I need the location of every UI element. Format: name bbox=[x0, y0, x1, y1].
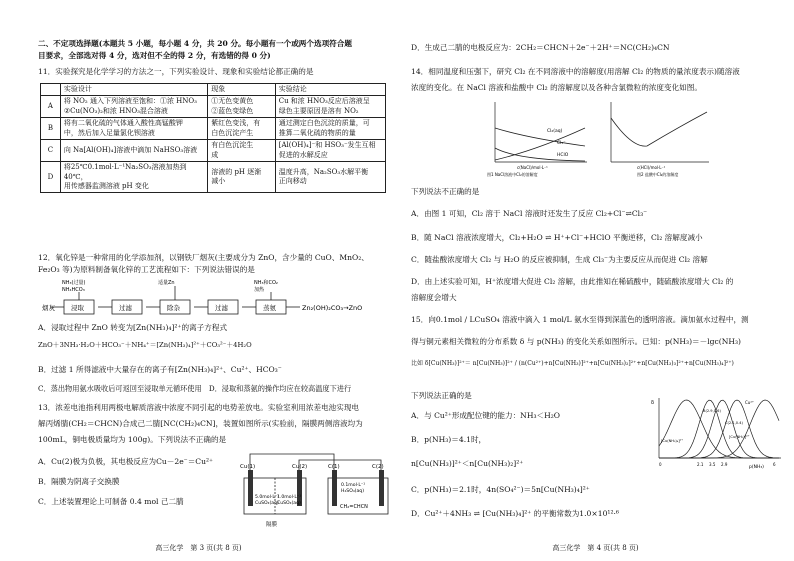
sol1-label: 5.0mol·L⁻¹ CuSO₄(aq) bbox=[255, 495, 280, 506]
q14-ask: 下列说法不正确的是 bbox=[411, 187, 480, 196]
q13-option-b: B．隔膜为阴离子交换膜 bbox=[38, 477, 120, 486]
fig2-curve bbox=[611, 112, 707, 146]
table-cell: C bbox=[41, 140, 61, 162]
q14-stem-line-1: 14．相同温度和压强下，研究 Cl₂ 在不同溶液中的溶解度(用溶解 Cl₂ 的物质的量浓度表示)随溶液 bbox=[411, 67, 740, 76]
wire-2 bbox=[299, 460, 381, 470]
q15-option-b: B．p(NH₃)＝4.1时， bbox=[411, 435, 487, 444]
q13-stem-line-3: 100mL，铜电极质量均为 100g)。下列说法不正确的是 bbox=[38, 435, 227, 444]
q12-option-b: B．过滤 1 所得滤液中大量存在的离子有[Zn(NH₃)₄]²⁺、Cu²⁺、HCO₃⁻ bbox=[38, 365, 282, 374]
flow-reagent-label: NH₃(过量) bbox=[62, 280, 86, 286]
flow-reagent-label: 加热 bbox=[254, 287, 265, 293]
table-row bbox=[41, 162, 386, 193]
fig1-xlabel: c(NaCl)/mol·L⁻¹ bbox=[517, 165, 548, 170]
fig3-annotation-b: B(2.9,0.6) bbox=[703, 409, 721, 413]
q13-stem-line-1: 13．浓差电池指利用两极电解质溶液中浓度不同引起的电势差放电。实验室利用浓差电池实现电 bbox=[38, 403, 360, 412]
c1-electrode bbox=[332, 470, 337, 506]
q15-option-b-ratio: n[Cu(NH₃)]²⁺＜n[Cu(NH₃)₂]²⁺ bbox=[411, 459, 524, 468]
q12-option-a: A．浸取过程中 ZnO 转变为[Zn(NH₃)₄]²⁺的离子方程式 bbox=[38, 323, 228, 332]
q13-option-c: C．上述装置理论上可制备 0.4 mol 己二腈 bbox=[38, 497, 184, 506]
flow-end: Zn₂(OH)₂CO₃→ZnO bbox=[302, 304, 363, 312]
q11-stem: 11．实验探究是化学学习的方法之一，下列实验设计、现象和实验结论都正确的是 bbox=[38, 67, 314, 76]
fig1-plot bbox=[487, 102, 587, 177]
q14-option-b: B．随 NaCl 溶液浓度增大，Cl₂+H₂O ⇌ H⁺+Cl⁻+HClO 平衡逆移，Cl₂ 溶解度减小 bbox=[411, 233, 703, 242]
section-header-line-2: 目要求，全部选对得 4 分，选对但不全的得 2 分，有选错的得 0 分) bbox=[38, 51, 271, 60]
cu1-label: Cu(1) bbox=[240, 464, 256, 470]
q15-distribution-chart bbox=[645, 394, 785, 472]
membrane-label: 隔膜 bbox=[266, 522, 278, 528]
q12-process-flow bbox=[40, 278, 390, 320]
table-cell: B bbox=[41, 118, 61, 140]
q15-stem-line-2: 得与铜元素相关微粒的分布系数 δ 与 p(NH₃) 的变化关系如图所示。已知：p(NH₃)＝－lgc(NH₃) bbox=[411, 337, 742, 346]
h2so4-label: 0.1mol·L⁻¹ H₂SO₄(aq) bbox=[341, 483, 366, 494]
table-cell: D bbox=[41, 162, 61, 193]
q12-option-a-equation: ZnO＋3NH₃·H₂O＋HCO₃⁻＋NH₄⁺＝[Zn(NH₃)₄]²⁺＋CO₃²⁻＋4H₂O bbox=[38, 341, 252, 349]
flow-box-label: 蒸氨 bbox=[263, 304, 276, 312]
section-header-line-1: 二、不定项选择题(本题共 5 小题，每小题 4 分，共 20 分。每小题有一个或两个选项符合题 bbox=[38, 39, 352, 48]
flow-box-label: 浸取 bbox=[71, 304, 84, 312]
fig3-annotation-c: C(2.1,0.4) bbox=[725, 421, 743, 425]
fig3-annotation-cu: Cu²⁺ bbox=[745, 400, 755, 405]
fig3-ticks-text: 0 2.1 3.5 2.9 6 bbox=[659, 462, 776, 467]
flow-box-label: 过滤 bbox=[215, 304, 228, 312]
q15-stem-line-1: 15．向0.1mol / LCuSO₄ 溶液中滴入 1 mol/L 氨水至得到深蓝色的透明溶液。滴加氨水过程中，测 bbox=[411, 315, 749, 324]
table-header-cell: 实验结论 bbox=[275, 84, 385, 96]
fig1-label-cl3: Cl₃⁻ bbox=[557, 141, 566, 146]
q15-option-d: D．Cu²⁺＋4NH₃ ⇌ [Cu(NH₃)₄]²⁺ 的平衡常数为1.0×10¹²·⁶ bbox=[411, 509, 619, 518]
cu2-label: Cu(2) bbox=[292, 464, 308, 470]
sol2-label: 1.0mol·L⁻¹ CuSO₄(aq) bbox=[277, 495, 302, 506]
table-cell: 将有二氧化硫的气体通入酸性高锰酸钾 中，然后加入足量氯化钡溶液 bbox=[60, 118, 207, 140]
fig2-plot bbox=[611, 102, 709, 177]
flow-reagent-label: 适量Zn bbox=[158, 280, 175, 286]
q13-option-a: A．Cu(2)极为负极，其电极反应为Cu－2e⁻＝Cu²⁺ bbox=[38, 457, 214, 466]
table-cell: 将25℃0.1mol·L⁻¹Na₂SO₃溶液加热到40℃， 用传感器监测溶液 pH 变化 bbox=[60, 162, 207, 193]
c1-label: C(1) bbox=[328, 464, 340, 470]
table-cell: 将 NO₂ 通入下列溶液至饱和：①浓 HNO₃ ②Cu(NO₃)₂和浓 HNO₃混合溶液 bbox=[60, 96, 207, 118]
fig1-label-cl2: Cl₂(aq) bbox=[547, 129, 563, 134]
table-header-cell bbox=[41, 84, 61, 96]
table-cell: [Al(OH)₄]⁻和 HSO₃⁻发生互相 促进的水解反应 bbox=[275, 140, 385, 162]
table-cell: 有白色沉淀生 成 bbox=[208, 140, 276, 162]
fig3-annotation-cu1: [Cu(NH₃)]²⁺ bbox=[729, 435, 750, 439]
q15-stem-line-3: 比如 δ[Cu(NH₃)]²⁺＝ n[Cu(NH₃)]²⁺ / (n(Cu²⁺)+n[Cu(NH₃)]²⁺+n[Cu(NH₃)₂]²⁺+n[Cu(NH₃)₃]²⁺+n[Cu(NH₃)₄]²⁺) bbox=[411, 360, 734, 367]
table-row bbox=[41, 140, 386, 162]
q14-stem-line-2: 浓度的变化。在 NaCl 溶液和盐酸中 Cl₂ 的溶解度以及各种含氯微粒的浓度变化如图。 bbox=[411, 83, 702, 92]
q14-option-c: C．随盐酸浓度增大 Cl₂ 与 H₂O 的反应被抑制，生成 Cl₃⁻为主要反应从而促进 Cl₂ 溶解 bbox=[411, 255, 708, 264]
fig3-annotation-cu4: [Cu(NH₃)₄]²⁺ bbox=[661, 439, 684, 443]
flow-start: 烟灰 bbox=[42, 304, 55, 312]
table-cell: 紫红色变浅，有 白色沉淀产生 bbox=[208, 118, 276, 140]
fig1-hclo-curve bbox=[495, 148, 585, 161]
right-page bbox=[397, 0, 794, 561]
table-cell: 温度升高，Na₂SO₃水解平衡 正向移动 bbox=[275, 162, 385, 193]
q15-ask: 下列说法正确的是 bbox=[411, 391, 472, 400]
fig2-caption: 图2 盐酸中Cl₂的溶解度 bbox=[637, 172, 679, 177]
table-cell: A bbox=[41, 96, 61, 118]
left-footer: 高三化学 第 3 页(共 8 页) bbox=[155, 543, 242, 552]
fig2-xlabel: c(HCl)/mol·L⁻¹ bbox=[637, 165, 666, 170]
flow-reagent-label: NH₄HCO₃ bbox=[62, 287, 85, 293]
q11-table bbox=[40, 83, 386, 193]
c2-electrode bbox=[379, 470, 384, 506]
q13-option-d: D．生成己二腈的电极反应为：2CH₂＝CHCN＋2e⁻＋2H⁺＝NC(CH₂)₄CN bbox=[411, 43, 670, 52]
fig1-caption: 图1 NaCl溶液中Cl₂的溶解度 bbox=[487, 172, 538, 177]
q12-options-cd: C．蒸出物用氨水吸收后可返回至浸取单元循环使用 D．浸取和蒸氨的操作均应在较高温度下进行 bbox=[38, 384, 352, 393]
flow-box-label: 除杂 bbox=[167, 304, 180, 312]
flow-reagent-label: NH₃和CO₂ bbox=[254, 280, 278, 286]
table-cell: 向 Na[Al(OH)₄]溶液中滴加 NaHSO₃溶液 bbox=[60, 140, 207, 162]
table-cell: ①无色变黄色 ②蓝色变绿色 bbox=[208, 96, 276, 118]
fig3-xlabel: p(NH₃) bbox=[749, 465, 764, 470]
table-header-cell: 现象 bbox=[208, 84, 276, 96]
q13-cell-diagram bbox=[236, 448, 392, 530]
fig3-ylabel: δ bbox=[651, 400, 655, 406]
q15-option-c: C．p(NH₃)＝2.1时，4n(SO₄²⁻)＝5n[Cu(NH₃)₄]²⁺ bbox=[411, 485, 590, 494]
q13-stem-line-2: 解丙烯腈(CH₂＝CHCN)合成己二腈[NC(CH₂)₄CN]，装置如图所示(实验前，隔膜两侧溶液均为 bbox=[38, 419, 363, 428]
q12-stem-line-1: 12．氧化锌是一种常用的化学添加剂，以钢铁厂烟灰(主要成分为 ZnO，含少量的 CuO、MnO₂、 bbox=[38, 253, 369, 262]
flow-box-label: 过滤 bbox=[119, 304, 132, 312]
fig1-label-hclo: HClO bbox=[557, 153, 569, 158]
q14-option-d-line-2: 溶解度会增大 bbox=[411, 293, 457, 302]
q14-figures bbox=[487, 98, 717, 178]
table-cell: Cu 和浓 HNO₃反应后溶液呈 绿色主要原因是溶有 NO₂ bbox=[275, 96, 385, 118]
q14-option-d-line-1: D．由上述实验可知，H⁺浓度增大促进 Cl₂ 溶解，由此推知在稀硫酸中，随硫酸浓度增大 Cl₂ 的 bbox=[411, 277, 734, 286]
fig1-cl2-curve bbox=[495, 128, 585, 146]
q14-option-a: A．由图 1 可知，Cl₂ 溶于 NaCl 溶液时还发生了反应 Cl₂+Cl⁻⇌Cl₃⁻ bbox=[411, 209, 648, 218]
table-cell: 溶液的 pH 逐渐 减小 bbox=[208, 162, 276, 193]
table-header-cell: 实验设计 bbox=[60, 84, 207, 96]
table-row bbox=[41, 118, 386, 140]
q12-stem-line-2: Fe₂O₃ 等)为原料制备氧化锌的工艺流程如下：下列说法错误的是 bbox=[38, 265, 255, 274]
q15-option-a: A．与 Cu²⁺形成配位键的能力：NH₃＜H₂O bbox=[411, 411, 560, 420]
acrylonitrile-label: CH₂=CHCN bbox=[340, 504, 368, 510]
right-footer: 高三化学 第 4 页(共 8 页) bbox=[552, 543, 639, 552]
table-header-row bbox=[41, 84, 386, 96]
cu1-electrode bbox=[248, 470, 253, 506]
table-row bbox=[41, 96, 386, 118]
c2-label: C(2) bbox=[372, 464, 384, 470]
table-cell: 通过测定白色沉淀的质量，可 推算二氧化硫的物质的量 bbox=[275, 118, 385, 140]
